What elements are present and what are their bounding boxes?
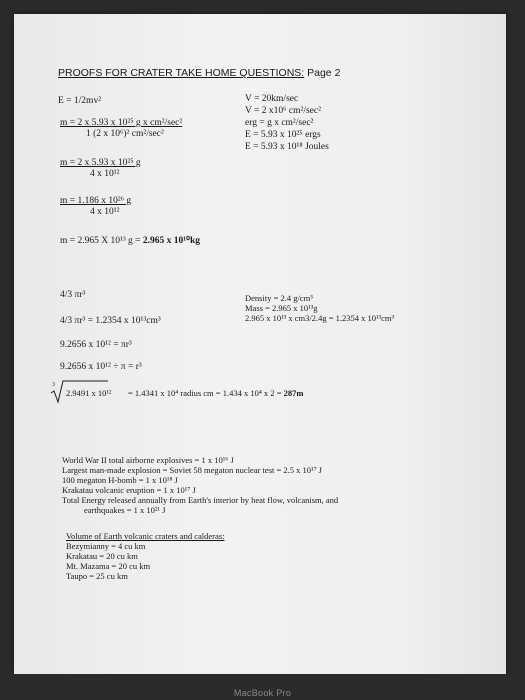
- step3-denominator: 4 x 10¹²: [90, 207, 120, 217]
- volcanic-heading: Volume of Earth volcanic craters and calderas:: [66, 531, 225, 541]
- volcanic-item: Taupo = 25 cu km: [66, 571, 128, 581]
- comparison-line2: Largest man-made explosion = Soviet 58 megaton nuclear test = 2.5 x 10¹⁷ J: [62, 465, 322, 475]
- energy-ergs: E = 5.93 x 10²⁵ ergs: [245, 130, 321, 140]
- density-line1: Density = 2.4 g/cm³: [245, 293, 313, 303]
- volume-step2: 9.2656 x 10¹² ÷ π = r³: [60, 362, 142, 372]
- comparison-line4: Krakatau volcanic eruption = 1 x 10¹⁷ J: [62, 485, 196, 495]
- root-result-text: = 1.4341 x 10⁴ radius cm = 1.434 x 10⁴ x 2 =: [128, 388, 284, 398]
- mass-denominator: 1 (2 x 10⁶)² cm²/sec²: [86, 129, 164, 139]
- title-page: Page 2: [307, 67, 341, 79]
- comparison-line3: 100 megaton H-bomb = 1 x 10¹⁸ J: [62, 475, 178, 485]
- erg-definition: erg = g x cm²/sec²: [245, 118, 314, 128]
- energy-joules: E = 5.93 x 10¹⁸ Joules: [245, 142, 329, 152]
- mass-result-bold: 2.965 x 10¹⁰kg: [142, 236, 200, 246]
- comparison-line6: earthquakes = 1 x 10²¹ J: [84, 505, 166, 515]
- title-text: PROOFS FOR CRATER TAKE HOME QUESTIONS:: [58, 67, 305, 79]
- energy-formula: E = 1/2mv²: [58, 96, 102, 106]
- volcanic-item: Mt. Mazama = 20 cu km: [66, 561, 151, 571]
- step2-numerator: m = 2 x 5.93 x 10²⁵ g: [60, 158, 141, 168]
- density-line2: Mass = 2.965 x 10¹³g: [245, 303, 318, 313]
- step2-fraction: [60, 158, 141, 180]
- volume-equation: 4/3 πr³ = 1.2354 x 10¹³cm³: [60, 316, 161, 326]
- volcanic-item: Krakatau = 20 cu km: [66, 551, 138, 561]
- step3-numerator: m = 1.186 x 10²⁶ g: [60, 196, 132, 206]
- laptop-label: MacBook Pro: [233, 688, 292, 698]
- root-result: [128, 388, 303, 399]
- mass-fraction: [60, 118, 182, 140]
- volume-formula: 4/3 πr³: [60, 290, 86, 300]
- step3-fraction: [60, 196, 131, 218]
- page-title: [58, 68, 340, 79]
- comparison-line1: World War II total airborne explosives = 1 x 10¹⁶ J: [62, 455, 234, 465]
- step2-denominator: 4 x 10¹²: [90, 169, 120, 179]
- mass-numerator: m = 2 x 5.93 x 10²⁵ g x cm²/sec²: [60, 118, 183, 128]
- root-final: 287m: [283, 388, 304, 398]
- mass-result-plain: m = 2.965 X 10¹³ g =: [60, 236, 143, 246]
- root-radicand: 2.9491 x 10¹²: [66, 388, 112, 398]
- volcanic-item: Bezymianny = 4 cu km: [66, 541, 146, 551]
- comparison-line5: Total Energy released annually from Earth's interior by heat flow, volcanism, and: [62, 495, 339, 505]
- velocity: V = 20km/sec: [245, 94, 299, 104]
- mass-result: [60, 236, 200, 247]
- density-line3: 2.965 x 10¹³ x cm3/2.4g = 1.2354 x 10¹³cm³: [245, 313, 395, 323]
- velocity-squared: V = 2 x10⁶ cm²/sec²: [245, 106, 321, 116]
- svg-text:3: 3: [52, 382, 55, 388]
- volume-step1: 9.2656 x 10¹² = πr³: [60, 340, 132, 350]
